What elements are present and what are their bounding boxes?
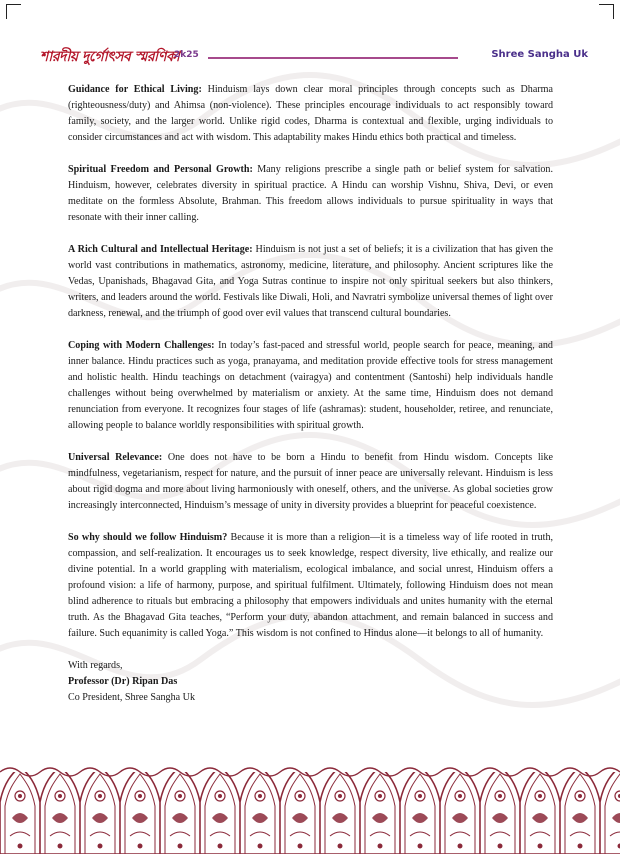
magazine-title: শারদীয় দুর্গোৎসব স্মরণিকা (40, 49, 180, 65)
section-heading: A Rich Cultural and Intellectual Heritage: (68, 244, 253, 256)
organization-name: Shree Sangha Uk (491, 49, 588, 60)
decorative-border-art (0, 762, 620, 854)
crop-mark-top-right (599, 4, 614, 19)
section-spiritual-freedom (68, 162, 553, 226)
section-universal-relevance (68, 450, 553, 514)
magazine-year: 2k25 (174, 50, 199, 60)
section-text: Hinduism is not just a set of beliefs; it is a civilization that has given the world vast contributions in mathematics, astronomy, medicine, literature, and philosophy. Ancient scriptures like the Vedas, Upanishads, Bhagavad Gita, and Yoga Sutras continue to inspire not only spiritual seekers but also thinkers, writers, and leaders around the world. Festivals like Diwali, Holi, and Navratri symbolize universal themes of light over darkness, renewal, and the triumph of good over evil values that transcend cultural boundaries. (68, 244, 554, 319)
section-ethical-living (68, 82, 553, 146)
section-text: In today’s fast-paced and stressful world, people search for peace, meaning, and inner balance. Hindu practices such as yoga, pranayama, and meditation provide effective tools for stress management and holistic health. Hindu teachings on detachment (vairagya) and contentment (Santoshi) help individuals handle challenges without being overwhelmed by materialism or anxiety. At the same time, Hinduism does not demand renunciation from everyone. It recognizes four stages of life (ashramas): student, householder, retiree, and renunciate, allowing people to balance worldly responsibilities with spiritual growth. (68, 340, 553, 431)
signature-role: Co President, Shree Sangha Uk (68, 692, 195, 703)
crop-mark-top-left (6, 4, 21, 19)
section-text: Hinduism lays down clear moral principles through concepts such as Dharma (righteousness/duty) and Ahimsa (non-violence). These principles encourage individuals to act responsibly toward family, society, and the larger world. Unlike rigid codes, Dharma is contextual and flexible, urging individuals to consider circumstances and act with wisdom. This adaptability makes Hindu ethics both practical and timeless. (68, 84, 553, 143)
section-heading: Spiritual Freedom and Personal Growth: (68, 164, 253, 176)
section-heading: So why should we follow Hinduism? (68, 532, 228, 544)
section-heading: Coping with Modern Challenges: (68, 340, 215, 352)
section-heading: Universal Relevance: (68, 452, 163, 464)
section-heading: Guidance for Ethical Living: (68, 84, 202, 95)
section-text: Because it is more than a religion—it is a timeless way of life rooted in truth, compassion, and self-realization. It encourages us to seek knowledge, respect diversity, live ethically, and realize our divine potential. In a world grappling with materialism, ecological imbalance, and social unrest, Hinduism offers a profound vision: a life of harmony, purpose, and spiritual fulfilment. Ultimately, following Hinduism does not mean blind adherence to rituals but embracing a philosophy that empowers individuals and unites humanity with the eternal truth. As the Bhagavad Gita teaches, “Perform your duty, abandon attachment, and remain balanced in success and failure. Such equanimity is called Yoga.” This wisdom is not confined to Hindus alone—it belongs to all of humanity. (68, 532, 554, 639)
section-cultural-heritage (68, 242, 553, 322)
section-modern-challenges (68, 338, 553, 433)
section-text: One does not have to be born a Hindu to benefit from Hindu wisdom. Concepts like mindfulness, vegetarianism, respect for nature, and the pursuit of inner peace are universally relevant. Hinduism is less about rigid dogma and more about living harmoniously with oneself, others, and the universe. As global societies grow increasingly interconnected, Hinduism’s message of unity in diversity provides a blueprint for peaceful coexistence. (68, 452, 553, 511)
page-header (40, 43, 588, 69)
section-why-follow (68, 530, 553, 641)
section-text: Many religions prescribe a single path or belief system for salvation. Hinduism, however, celebrates diversity in spiritual practice. A Hindu can worship Vishnu, Shiva, Devi, or even meditate on the formless Absolute, Brahman. This freedom allows individuals to pursue spirituality in ways that resonate with their inner calling. (68, 164, 554, 223)
article-body (68, 82, 553, 706)
signature-closing: With regards, (68, 660, 123, 672)
header-divider (208, 57, 458, 59)
signature-name: Professor (Dr) Ripan Das (68, 676, 178, 688)
